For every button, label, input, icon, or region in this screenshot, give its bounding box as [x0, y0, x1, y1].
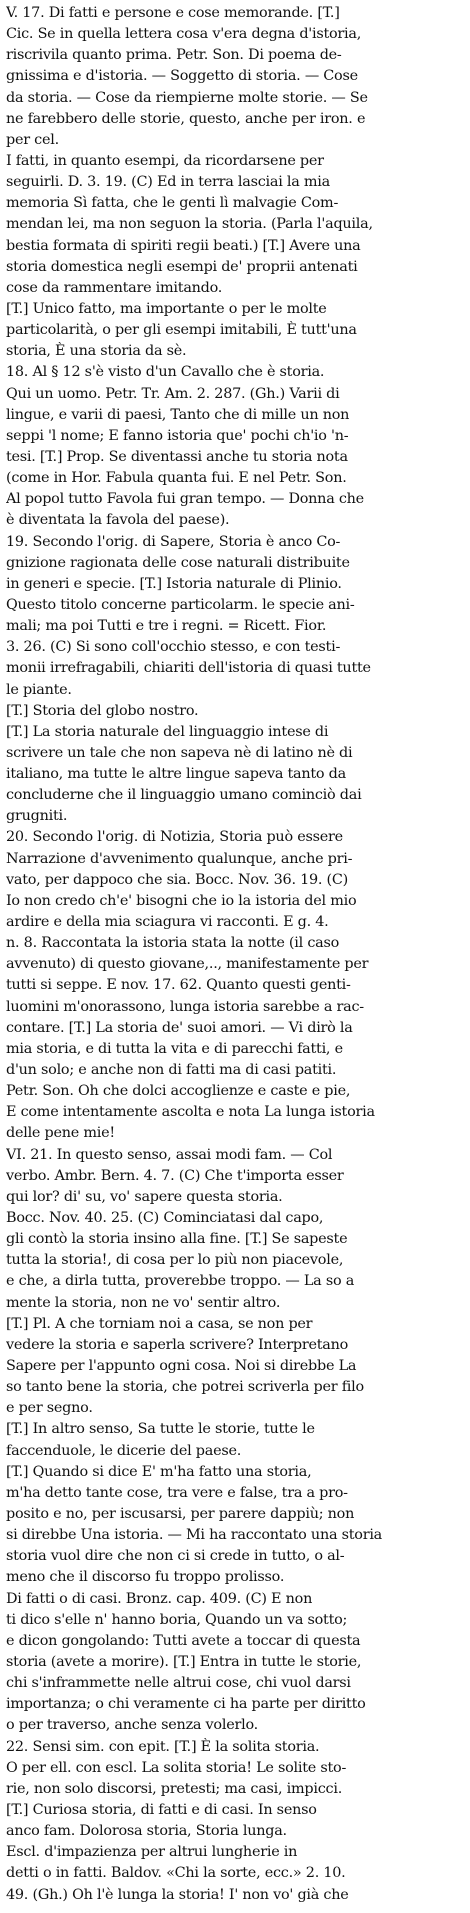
text-line: qui lor? di' su, vo' sapere questa storia. [6, 1188, 283, 1205]
text-line: anco fam. Dolorosa storia, Storia lunga. [6, 1823, 287, 1840]
text-line: mali; ma poi Tutti e tre i regni. = Ricett. Fior. [6, 618, 327, 635]
text-line: detti o in fatti. Baldov. «Chi la sorte, ecc.» 2. 10. [6, 1865, 346, 1882]
text-line: delle pene mie! [6, 1125, 115, 1142]
text-line: per cel. [6, 131, 59, 148]
text-line: e che, a dirla tutta, proverebbe troppo. — La so a [6, 1273, 355, 1290]
text-line: o per traverso, anche senza volerlo. [6, 1717, 258, 1734]
text-line: storia (avete a morire). [T.] Entra in tutte le storie, [6, 1653, 362, 1670]
text-line: Petr. Son. Oh che dolci accoglienze e caste e pie, [6, 1083, 351, 1100]
text-line: gli contò la storia insino alla fine. [T.] Se sapeste [6, 1231, 348, 1248]
text-line: Escl. d'impazienza per altrui lungherie in [6, 1844, 298, 1861]
text-line: d'un solo; e anche non di fatti ma di casi patiti. [6, 1062, 337, 1079]
text-line: monii irrefragabili, chiariti dell'istoria di quasi tutte [6, 660, 371, 677]
text-line: scrivere un tale che non sapeva nè di latino nè di [6, 744, 353, 761]
text-line: [T.] Curiosa storia, di fatti e di casi. In senso [6, 1801, 317, 1818]
text-line: grugniti. [6, 808, 68, 825]
text-line: storia, È una storia da sè. [6, 343, 187, 360]
text-line: chi s'inframmette nelle altrui cose, chi vuol darsi [6, 1675, 351, 1692]
text-line: E come intentamente ascolta e nota La lunga istoria [6, 1104, 375, 1121]
text-line: [T.] Quando si dice E' m'ha fatto una storia, [6, 1463, 312, 1480]
text-line: importanza; o chi veramente ci ha parte per diritto [6, 1696, 366, 1713]
text-line: meno che il discorso fu troppo prolisso. [6, 1569, 285, 1586]
text-line: concluderne che il linguaggio umano cominciò dai [6, 787, 362, 804]
text-line: tutta la storia!, di cosa per lo più non piacevole, [6, 1252, 344, 1269]
text-line: 20. Secondo l'orig. di Notizia, Storia può essere [6, 829, 343, 846]
text-line: n. 8. Raccontata la istoria stata la notte (il caso [6, 935, 340, 952]
text-line: V. 17. Di fatti e persone e cose memorande. [T.] [6, 5, 340, 21]
text-line: ti dico s'elle n' hanno boria, Quando un va sotto; [6, 1611, 348, 1628]
text-line: 3. 26. (C) Si sono coll'occhio stesso, e con testi- [6, 639, 341, 656]
text-line: 19. Secondo l'orig. di Sapere, Storia è anco Co- [6, 533, 341, 550]
text-line: bestia formata di spiriti regii beati.) [T.] Avere una [6, 237, 361, 254]
text-line: memoria Sì fatta, che le genti lì malvagie Com- [6, 195, 339, 212]
text-line: [T.] Unico fatto, ma importante o per le molte [6, 300, 327, 317]
text-line: (come in Hor. Fabula quanta fui. E nel Petr. Son. [6, 470, 347, 487]
text-line: faccenduole, le dicerie del paese. [6, 1442, 242, 1459]
text-line: mendan lei, ma non seguon la storia. (Parla l'aquila, [6, 216, 373, 233]
text-line: vedere la storia e saperla scrivere? Interpretano [6, 1336, 349, 1353]
text-line: gnizione ragionata delle cose naturali distribuite [6, 554, 350, 571]
text-line: storia domestica negli esempi de' proprii antenati [6, 258, 358, 275]
text-line: Narrazione d'avvenimento qualunque, anche pri- [6, 850, 353, 867]
text-line: m'ha detto tante cose, tra vere e false, tra a pro- [6, 1484, 348, 1501]
text-line: I fatti, in quanto esempi, da ricordarsene per [6, 152, 324, 169]
text-line: particolarità, o per gli esempi imitabili, È tutt'una [6, 322, 357, 339]
text-line: seguirli. D. 3. 19. (C) Ed in terra lasciai la mia [6, 174, 330, 191]
text-line: è diventata la favola del paese). [6, 512, 230, 529]
text-line: mente la storia, non ne vo' sentir altro. [6, 1294, 281, 1311]
text-line: Io non credo ch'e' bisogni che io la istoria del mio [6, 892, 357, 909]
text-line: riscrivila quanto prima. Petr. Son. Di poema de- [6, 47, 342, 64]
text-line: Qui un uomo. Petr. Tr. Am. 2. 287. (Gh.) Varii di [6, 385, 340, 402]
text-line: e dicon gongolando: Tutti avete a toccar di questa [6, 1632, 361, 1649]
text-line: da storia. — Cose da riempierne molte storie. — Se [6, 89, 368, 106]
text-line: lingue, e varii di paesi, Tanto che di mille un non [6, 406, 350, 423]
text-line: luomini m'onorassono, lunga istoria sarebbe a rac- [6, 998, 364, 1015]
text-line: verbo. Ambr. Bern. 4. 7. (C) Che t'importa esser [6, 1167, 344, 1184]
text-line: in generi e specie. [T.] Istoria naturale di Plinio. [6, 575, 342, 592]
text-line: O per ell. con escl. La solita storia! Le solite sto- [6, 1759, 347, 1776]
text-line: posito e no, per iscusarsi, per parere dappiù; non [6, 1505, 355, 1522]
text-line: 18. Al § 12 s'è visto d'un Cavallo che è storia. [6, 364, 325, 381]
text-line: e per segno. [6, 1400, 93, 1417]
text-line: [T.] In altro senso, Sa tutte le storie, tutte le [6, 1421, 315, 1438]
text-line: seppi 'l nome; E fanno istoria que' pochi ch'io 'n- [6, 427, 349, 444]
text-line: [T.] Pl. A che torniam noi a casa, se non per [6, 1315, 313, 1332]
text-line: ardire e della mia sciagura vi racconti. E g. 4. [6, 914, 329, 931]
text-line: gnissima e d'istoria. — Soggetto di storia. — Cose [6, 68, 358, 85]
text-line: mia storia, e di tutta la vita e di parecchi fatti, e [6, 1040, 343, 1057]
text-line: si direbbe Una istoria. — Mi ha raccontato una storia [6, 1527, 383, 1544]
text-line: Bocc. Nov. 40. 25. (C) Cominciatasi dal capo, [6, 1210, 324, 1227]
text-line: le piante. [6, 681, 72, 698]
text-line: Sapere per l'appunto ogni cosa. Noi si direbbe La [6, 1358, 357, 1374]
text-line: rie, non solo discorsi, pretesti; ma casi, impicci. [6, 1780, 343, 1797]
text-line: 49. (Gh.) Oh l'è lunga la storia! I' non vo' già che [6, 1886, 349, 1903]
text-line: cose da rammentare imitando. [6, 279, 223, 296]
text-line: so tanto bene la storia, che potrei scriverla per filo [6, 1379, 364, 1396]
text-line: vato, per dappoco che sia. Bocc. Nov. 36. 19. (C) [6, 871, 349, 888]
text-line: Al popol tutto Favola fui gran tempo. — Donna che [6, 491, 364, 508]
text-line: italiano, ma tutte le altre lingue sapeva tanto da [6, 766, 346, 783]
text-line: [T.] La storia naturale del linguaggio intese di [6, 723, 329, 740]
text-line: 22. Sensi sim. con epit. [T.] È la solita storia. [6, 1738, 320, 1755]
text-line: Questo titolo concerne particolarm. le specie ani- [6, 596, 355, 613]
text-line: storia vuol dire che non ci si crede in tutto, o al- [6, 1548, 345, 1565]
text-line: tutti si seppe. E nov. 17. 62. Quanto questi genti- [6, 977, 351, 994]
text-line: contare. [T.] La storia de' suoi amori. — Vi dirò la [6, 1019, 353, 1036]
text-line: [T.] Storia del globo nostro. [6, 702, 199, 719]
text-line: avvenuto) di questo giovane,.., manifestamente per [6, 956, 369, 973]
text-line: Cic. Se in quella lettera cosa v'era degna d'istoria, [6, 26, 362, 43]
text-line: Di fatti o di casi. Bronz. cap. 409. (C) E non [6, 1590, 313, 1607]
text-line: VI. 21. In questo senso, assai modi fam. — Col [6, 1146, 333, 1163]
text-line: tesi. [T.] Prop. Se diventassi anche tu storia nota [6, 448, 348, 465]
text-line: ne farebbero delle storie, questo, anche per iron. e [6, 110, 366, 127]
